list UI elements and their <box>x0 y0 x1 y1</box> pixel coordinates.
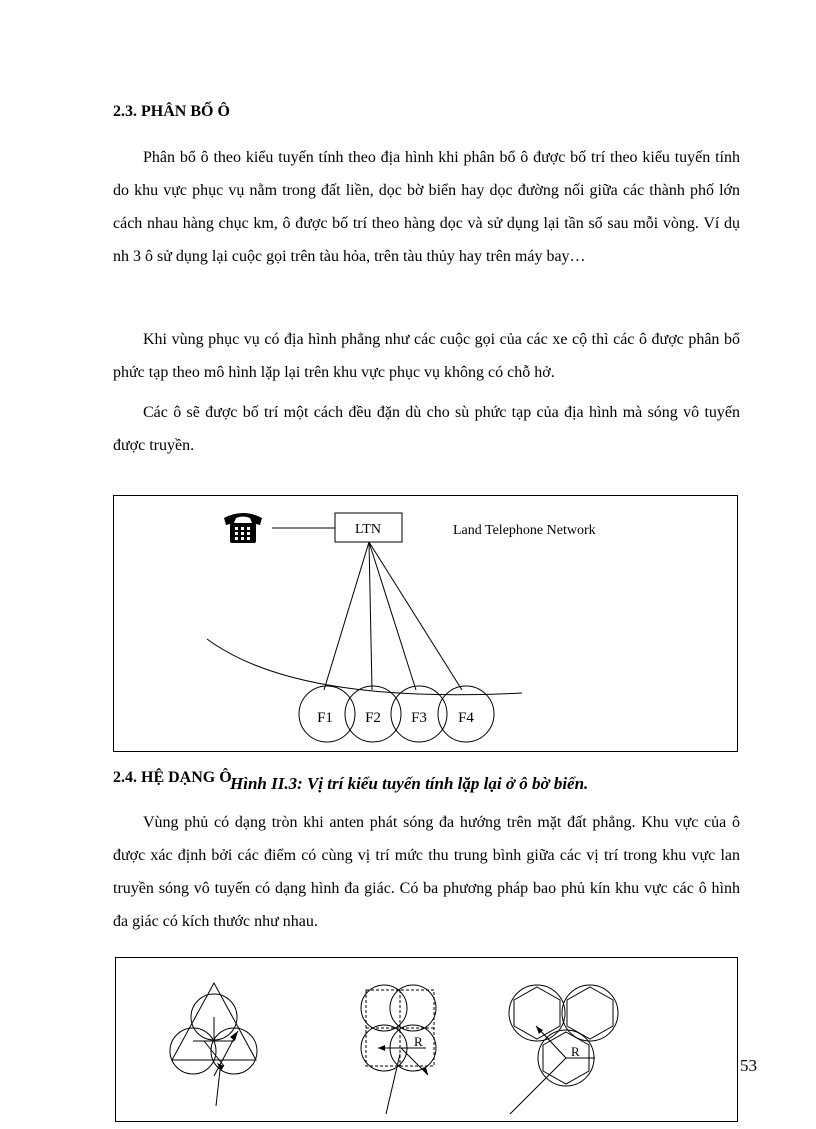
network-label: Land Telephone Network <box>453 523 596 538</box>
figure-linear-cells <box>113 495 738 752</box>
coastline-curve <box>207 639 522 695</box>
page-number: 53 <box>740 1056 757 1075</box>
hexagon-cell-pattern <box>509 985 618 1114</box>
triangle-cell-pattern <box>170 983 257 1106</box>
figure-cell-coverage-diagram <box>116 958 737 1124</box>
section-heading-2-4: 2.4. HỆ DẠNG Ô <box>113 769 232 786</box>
section-heading-2-3: 2.3. PHÂN BỔ Ô <box>113 103 230 120</box>
ltn-links <box>324 542 462 690</box>
figure-linear-cells-diagram <box>114 496 737 751</box>
cell-label-f2: F2 <box>365 710 381 726</box>
ltn-label: LTN <box>355 522 381 537</box>
paragraph-regular-layout: Các ô sẽ được bố trí một cách đều đặn dù cho sù phức tạp của địa hình mà sóng vô tuyến được truyền. <box>113 404 740 454</box>
telephone-icon <box>224 513 262 543</box>
square-cell-pattern <box>361 985 436 1114</box>
paragraph-linear-allocation: Phân bổ ô theo kiểu tuyến tính theo địa hình khi phân bổ ô được bố trí theo kiểu tuyến tính do khu vực phục vụ nằm trong đất liền, dọc bờ biển hay dọc đường nối giữa các thành phố lớn cách nhau hàng chục km, ô được bố trí theo hàng dọc và sử dụng lại tần số sau mỗi vòng. Ví dụ nh 3 ô sử dụng lại cuộc gọi trên tàu hỏa, trên tàu thủy hay trên máy bay… <box>113 149 740 265</box>
hexagon-radius-label: R <box>571 1044 580 1059</box>
paragraph-cell-shape: Vùng phủ có dạng tròn khi anten phát sóng đa hướng trên mặt đất phẳng. Khu vực của ô được xác định bởi các điểm có cùng vị trí mức thu trung bình giữa các vị trí trong khu vực lan truyền sóng vô tuyến có dạng hình đa giác. Có ba phương pháp bao phủ kín khu vực các ô hình đa giác có kích thước như nhau. <box>113 814 740 930</box>
figure-cell-coverage <box>115 957 738 1122</box>
cell-label-f1: F1 <box>317 710 333 726</box>
cell-label-f4: F4 <box>458 710 474 726</box>
paragraph-flat-terrain: Khi vùng phục vụ có địa hình phẳng như các cuộc gọi của các xe cộ thì các ô được phân bổ phức tạp theo mô hình lặp lại trên khu vực phục vụ không có chỗ hở. <box>113 331 740 381</box>
cell-label-f3: F3 <box>411 710 427 726</box>
square-radius-label: R <box>414 1034 423 1049</box>
figure-caption: Hình II.3: Vị trí kiểu tuyến tính lặp lại ở ô bờ biển. <box>230 774 589 793</box>
